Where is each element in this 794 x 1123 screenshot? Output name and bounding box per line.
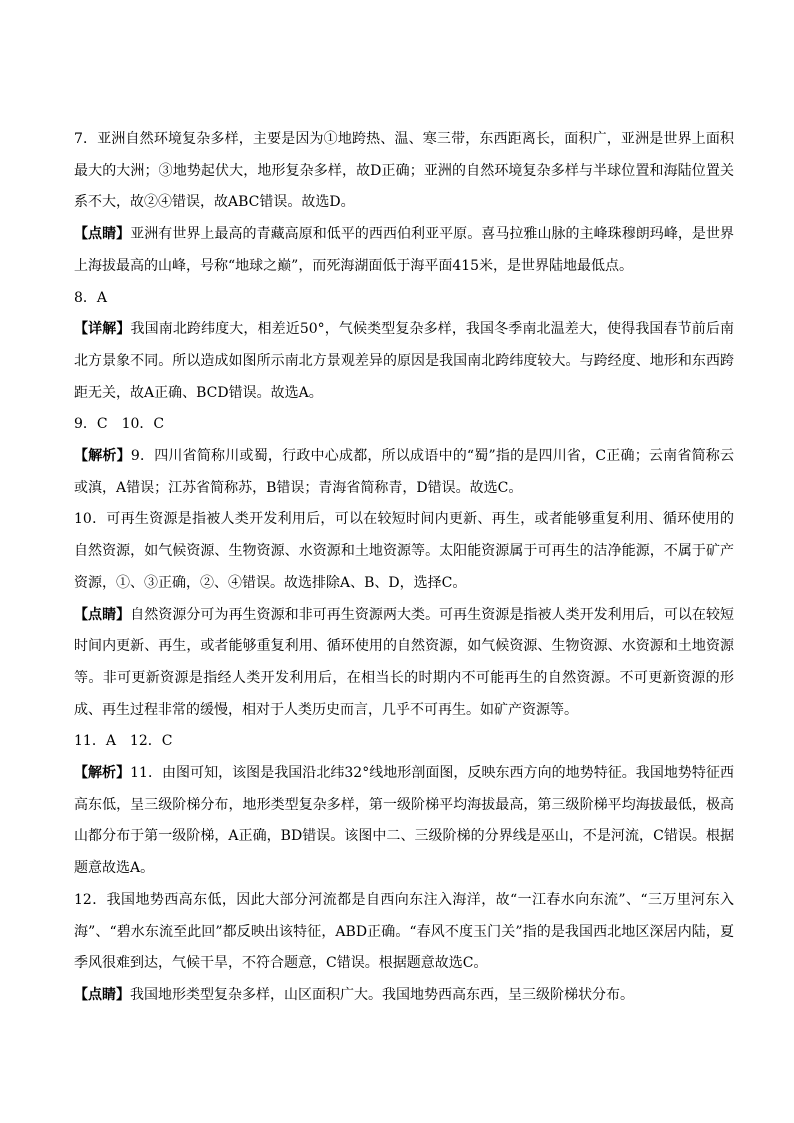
paragraph-q10-note — [74, 600, 734, 727]
note-tag: 【点睛】 — [74, 606, 131, 623]
paragraph-q9-analysis — [74, 441, 734, 504]
answer-text: 9．C 10．C — [74, 416, 165, 433]
paragraph-q12-note — [74, 980, 734, 1012]
paragraph-text: 我国南北跨纬度大，相差近50°，气候类型复杂多样，我国冬季南北温差大，使得我国春节前后南北方景象不同。所以造成如图所示南北方景观差异的原因是我国南北跨纬度较大。与跨经度、地形和东西跨距无关，故A正确、BCD错误。故选A。 — [74, 321, 735, 401]
paragraph-a11-12 — [74, 726, 734, 758]
paragraph-q10 — [74, 504, 734, 599]
analysis-tag: 【解析】 — [74, 765, 131, 782]
paragraph-text: 亚洲有世界上最高的青藏高原和低平的西西伯利亚平原。喜马拉雅山脉的主峰珠穆朗玛峰，是世界上海拔最高的山峰，号称“地球之巅”，而死海湖面低于海平面415米，是世界陆地最低点。 — [74, 226, 735, 274]
paragraph-q11-analysis — [74, 758, 734, 885]
detail-tag: 【详解】 — [74, 321, 131, 338]
answer-content — [74, 124, 734, 1012]
paragraph-text: 12．我国地势西高东低，因此大部分河流都是自西向东注入海洋，故“一江春水向东流”、“三万里河东入海”、“碧水东流至此回”都反映出该特征，ABD正确。“春风不度玉门关”指的是我国西北地区深居内陆，夏季风很难到达，气候干旱，不符合题意，C错误。根据题意故选C。 — [74, 891, 734, 972]
paragraph-text: 7．亚洲自然环境复杂多样，主要是因为①地跨热、温、寒三带，东西距离长，面积广，亚洲是世界上面积最大的大洲；③地势起伏大，地形复杂多样，故D正确；亚洲的自然环境复杂多样与半球位置和海陆位置关系不大，故②④错误，故ABC错误。故选D。 — [74, 131, 734, 211]
paragraph-q12 — [74, 885, 734, 980]
answer-text: 11．A 12．C — [74, 733, 173, 750]
answer-text: 8．A — [74, 289, 108, 306]
analysis-tag: 【解析】 — [74, 448, 131, 465]
paragraph-text: 自然资源分可为再生资源和非可再生资源两大类。可再生资源是指被人类开发利用后，可以在较短时间内更新、再生，或者能够重复利用、循环使用的自然资源，如气候资源、生物资源、水资源和土地资源等。非可更新资源是指经人类开发利用后，在相当长的时期内不可能再生的自然资源。不可更新资源的形成、再生过程非常的缓慢，相对于人类历史而言，几乎不可再生。如矿产资源等。 — [74, 606, 735, 718]
note-tag: 【点睛】 — [74, 986, 130, 1003]
paragraph-text: 10．可再生资源是指被人类开发利用后，可以在较短时间内更新、再生，或者能够重复利用、循环使用的自然资源，如气候资源、生物资源、水资源和土地资源等。太阳能资源属于可再生的洁净能源，不属于矿产资源，①、③正确，②、④错误。故选排除A、B、D，选择C。 — [74, 511, 734, 591]
paragraph-q7 — [74, 124, 734, 219]
paragraph-a8 — [74, 283, 734, 315]
note-tag: 【点睛】 — [74, 226, 131, 243]
paragraph-text: 9．四川省简称川或蜀，行政中心成都，所以成语中的“蜀”指的是四川省，C正确；云南省简称云或滇，A错误；江苏省简称苏，B错误；青海省简称青，D错误。故选C。 — [74, 448, 734, 496]
paragraph-a9-10 — [74, 409, 734, 441]
paragraph-q8-detail — [74, 314, 734, 409]
paragraph-q7-note — [74, 219, 734, 282]
paragraph-text: 我国地形类型复杂多样，山区面积广大。我国地势西高东西，呈三级阶梯状分布。 — [130, 986, 634, 1003]
paragraph-text: 11．由图可知，该图是我国沿北纬32°线地形剖面图，反映东西方向的地势特征。我国地势特征西高东低，呈三级阶梯分布，地形类型复杂多样，第一级阶梯平均海拔最高，第三级阶梯平均海拔最低，极高山都分布于第一级阶梯，A正确，BD错误。该图中二、三级阶梯的分界线是巫山，不是河流，C错误。根据题意故选A。 — [74, 765, 734, 877]
